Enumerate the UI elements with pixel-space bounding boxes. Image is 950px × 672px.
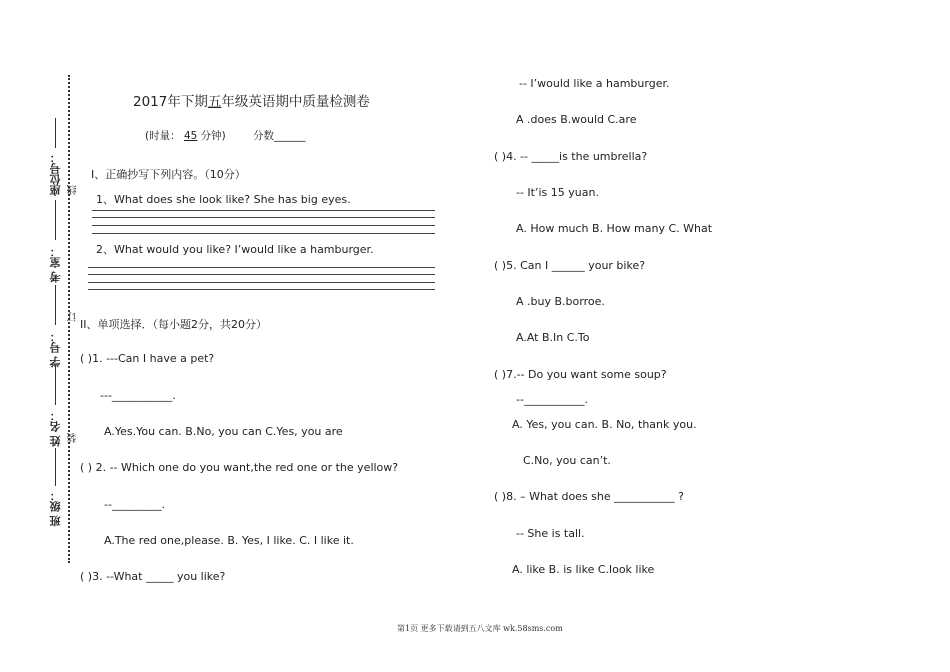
time-label: (时量： — [145, 130, 181, 142]
binding-zhuang: 装 — [68, 433, 79, 443]
question-8-reply: -- She is tall. — [516, 527, 585, 540]
title-rest: 年级英语期中质量检测卷 — [221, 94, 370, 110]
binding-xian: 线 — [68, 185, 79, 195]
question-3: ( )3. --What _____ you like? — [80, 570, 226, 583]
page-footer: 第1页 更多下载请到五八文库 wk.58sms.com — [397, 624, 563, 633]
section1-heading: I、正确抄写下列内容。（10分） — [91, 168, 246, 181]
writing-line — [92, 217, 435, 218]
question-1: ( )1. ---Can I have a pet? — [80, 352, 215, 365]
writing-line — [88, 289, 435, 290]
question-1-options: A.Yes.You can. B.No, you can C.Yes, you are — [104, 425, 343, 438]
question-7-answer: --___________. — [516, 393, 588, 406]
room-label: 考 室： — [49, 246, 62, 283]
section2-heading: II、单项选择．（每小题2分，共20分） — [80, 318, 267, 331]
question-4-options: A. How much B. How many C. What — [516, 222, 713, 235]
room-line — [55, 200, 56, 240]
question-8: ( )8. – What does she ___________ ? — [494, 490, 684, 503]
question-2-options: A.The red one,please. B. Yes, I like. C. I like it. — [104, 534, 354, 547]
question-2: ( ) 2. -- Which one do you want,the red one or the yellow? — [80, 461, 399, 474]
question-7-options-a: A. Yes, you can. B. No, thank you. — [512, 418, 697, 431]
question-8-options: A. like B. is like C.look like — [512, 563, 655, 576]
question-5-options-b: A.At B.In C.To — [516, 331, 590, 344]
question-7: ( )7.-- Do you want some soup? — [494, 368, 667, 381]
question-3-reply: -- I’would like a hamburger. — [519, 77, 670, 90]
question-5-options-a: A .buy B.borroe. — [516, 295, 605, 308]
question-4-reply: -- It’is 15 yuan. — [516, 186, 599, 199]
writing-line — [92, 233, 435, 234]
copy-line-2: 2、What would you like? I’would like a hamburger. — [96, 243, 374, 256]
time-unit: 分钟) — [200, 130, 226, 142]
binding-ding: 订 — [68, 312, 79, 322]
time-value: 45 — [183, 130, 198, 142]
name-line — [55, 365, 56, 405]
class-line — [55, 448, 56, 486]
question-3-options: A .does B.would C.are — [516, 113, 637, 126]
writing-line — [88, 274, 435, 275]
score-field: 分数______ — [253, 130, 306, 142]
question-4: ( )4. -- _____is the umbrella? — [494, 150, 648, 163]
seat-line — [55, 118, 56, 148]
writing-line — [92, 210, 435, 211]
title-year: 2017年下期 — [133, 94, 208, 110]
question-2-answer: --_________. — [104, 498, 165, 511]
title-grade: 五 — [207, 94, 222, 110]
question-1-answer: ---___________. — [100, 389, 176, 402]
writing-line — [92, 225, 435, 226]
number-line — [55, 285, 56, 325]
exam-time — [145, 128, 226, 143]
number-label: 学 号： — [49, 331, 62, 368]
writing-line — [88, 267, 435, 268]
seat-label: 座位号： — [49, 152, 62, 196]
name-label: 姓 名： — [49, 410, 62, 447]
question-5: ( )5. Can I ______ your bike? — [494, 259, 646, 272]
copy-line-1: 1、What does she look like? She has big eyes. — [96, 193, 351, 206]
page-title — [133, 90, 370, 110]
writing-line — [88, 282, 435, 283]
class-label: 班 级： — [49, 490, 62, 527]
question-7-options-b: C.No, you can’t. — [523, 454, 611, 467]
